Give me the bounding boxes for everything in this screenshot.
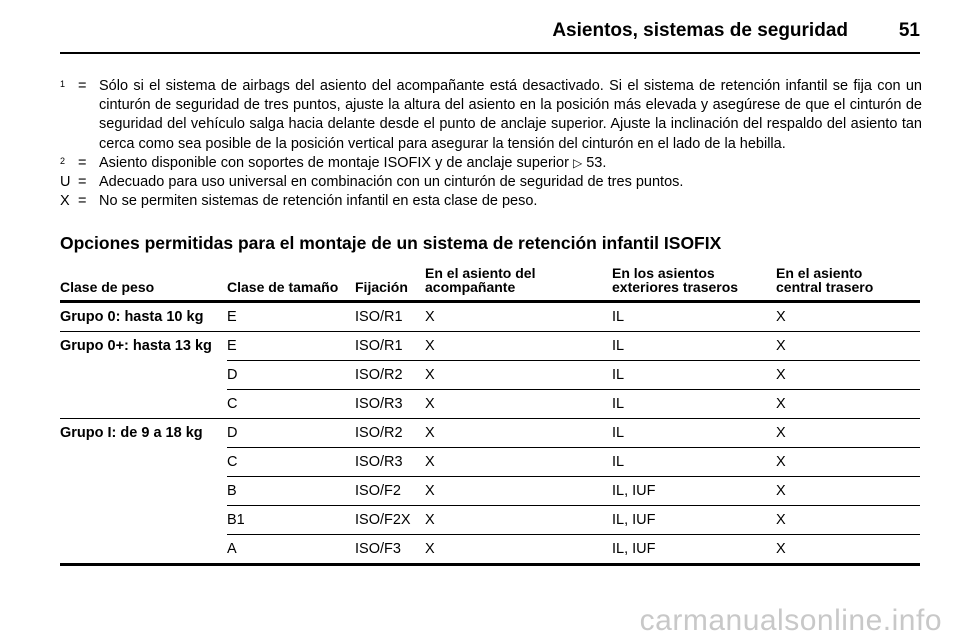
weight-group-cell — [60, 448, 227, 477]
passenger-seat-cell: X — [425, 506, 612, 535]
rear-outer-cell: IL — [612, 302, 776, 332]
size-class-cell: D — [227, 419, 355, 448]
header-size-class: Clase de tamaño — [227, 262, 355, 302]
weight-group-cell: Grupo I: de 9 a 18 kg — [60, 425, 203, 442]
passenger-seat-cell: X — [425, 535, 612, 565]
weight-group-cell — [60, 506, 227, 535]
weight-group-cell — [60, 361, 227, 390]
rear-center-cell: X — [776, 361, 920, 390]
table-row — [60, 477, 920, 506]
header-rear-outer-seats — [612, 262, 776, 302]
table-header-row — [60, 262, 920, 302]
rear-center-cell: X — [776, 390, 920, 419]
page-header — [60, 18, 920, 54]
footnote-equals: = — [78, 154, 87, 171]
passenger-seat-cell: X — [425, 361, 612, 390]
rear-center-cell: X — [776, 419, 920, 448]
size-class-cell: B — [227, 477, 355, 506]
fixture-cell: ISO/F3 — [355, 535, 425, 565]
header-weight-class: Clase de peso — [60, 262, 227, 302]
header-line: En el asiento del — [425, 265, 536, 281]
header-fixture: Fijación — [355, 262, 425, 302]
rear-center-cell: X — [776, 535, 920, 565]
rear-center-cell: X — [776, 448, 920, 477]
footnote-text — [99, 154, 922, 173]
header-line: En el asiento — [776, 265, 863, 281]
rear-outer-cell: IL — [612, 361, 776, 390]
footnote-mark: U — [60, 174, 71, 191]
size-class-cell: E — [227, 332, 355, 361]
footnote-mark: 2 — [60, 155, 66, 166]
table-row — [60, 390, 920, 419]
footnote-mark: 1 — [60, 79, 66, 89]
footnote-text: Sólo si el sistema de airbags del asiento del acompañante está desactivado. Si el sistema de retención infantil se fija con un cinturón de seguridad de tres puntos, ajuste la altura del asiento en la posición más elevada y asegúrese de que el cinturón de seguridad del vehículo salga hacia delante desde el punto de anclaje superior. Ajuste la inclinación del respaldo del asiento tan cerca como sea posible de la posición vertical para asegurar la tensión del cinturón en el lado de la hebilla. — [99, 78, 922, 152]
section-title: Opciones permitidas para el montaje de un sistema de retención infantil ISOFIX — [60, 233, 722, 253]
size-class-cell: B1 — [227, 506, 355, 535]
rear-center-cell: X — [776, 506, 920, 535]
rear-center-cell: X — [776, 302, 920, 332]
footnote — [60, 77, 922, 154]
fixture-cell: ISO/R3 — [355, 390, 425, 419]
rear-outer-cell: IL, IUF — [612, 477, 776, 506]
rear-outer-cell: IL, IUF — [612, 535, 776, 565]
fixture-cell: ISO/R3 — [355, 448, 425, 477]
footnote-mark: X — [60, 193, 70, 210]
rear-center-cell: X — [776, 332, 920, 361]
rear-outer-cell: IL — [612, 390, 776, 419]
watermark: carmanualsonline.info — [639, 604, 942, 637]
header-rear-center-seat — [776, 262, 920, 302]
isofix-table — [60, 262, 920, 566]
fixture-cell: ISO/F2 — [355, 477, 425, 506]
header-line: central trasero — [776, 279, 874, 295]
weight-group-cell — [60, 390, 227, 419]
footnote-equals: = — [78, 193, 87, 210]
weight-group-cell: Grupo 0: hasta 10 kg — [60, 302, 227, 332]
footnote-text-body: Asiento disponible con soportes de montaje ISOFIX y de anclaje superior — [99, 154, 569, 171]
rear-center-cell: X — [776, 477, 920, 506]
table-row — [60, 361, 920, 390]
passenger-seat-cell: X — [425, 332, 612, 361]
passenger-seat-cell: X — [425, 390, 612, 419]
rear-outer-cell: IL, IUF — [612, 506, 776, 535]
footnote-equals: = — [78, 78, 87, 94]
fixture-cell: ISO/R1 — [355, 302, 425, 332]
arrow-right-icon: ▷ — [572, 155, 583, 170]
size-class-cell: E — [227, 302, 355, 332]
header-line: acompañante — [425, 279, 516, 295]
header-line: exteriores traseros — [612, 279, 739, 295]
page-title: Asientos, sistemas de seguridad — [552, 20, 848, 41]
weight-group-cell — [60, 477, 227, 506]
footnote — [60, 154, 922, 173]
size-class-cell: C — [227, 390, 355, 419]
table-row — [60, 302, 920, 332]
footnote — [60, 192, 922, 211]
page-number: 51 — [898, 20, 920, 41]
table-row — [60, 535, 920, 565]
passenger-seat-cell: X — [425, 419, 612, 448]
rear-outer-cell: IL — [612, 448, 776, 477]
size-class-cell: A — [227, 535, 355, 565]
fixture-cell: ISO/F2X — [355, 506, 425, 535]
size-class-cell: C — [227, 448, 355, 477]
table-row — [60, 332, 920, 361]
header-passenger-seat — [425, 262, 612, 302]
page-reference[interactable]: 53. — [586, 154, 607, 171]
table-row — [60, 419, 920, 448]
table-row — [60, 506, 920, 535]
size-class-cell: D — [227, 361, 355, 390]
fixture-cell: ISO/R1 — [355, 332, 425, 361]
footnote-text: No se permiten sistemas de retención infantil en esta clase de peso. — [99, 193, 538, 210]
footnote-equals: = — [78, 174, 87, 191]
rear-outer-cell: IL — [612, 332, 776, 361]
weight-group-cell — [60, 535, 227, 565]
passenger-seat-cell: X — [425, 448, 612, 477]
header-line: En los asientos — [612, 265, 715, 281]
weight-group-cell: Grupo 0+: hasta 13 kg — [60, 338, 212, 355]
footnote-text: Adecuado para uso universal en combinación con un cinturón de seguridad de tres puntos. — [99, 174, 684, 191]
footnote — [60, 173, 922, 192]
table-row — [60, 448, 920, 477]
footnotes — [60, 77, 922, 211]
passenger-seat-cell: X — [425, 302, 612, 332]
fixture-cell: ISO/R2 — [355, 419, 425, 448]
rear-outer-cell: IL — [612, 419, 776, 448]
fixture-cell: ISO/R2 — [355, 361, 425, 390]
passenger-seat-cell: X — [425, 477, 612, 506]
